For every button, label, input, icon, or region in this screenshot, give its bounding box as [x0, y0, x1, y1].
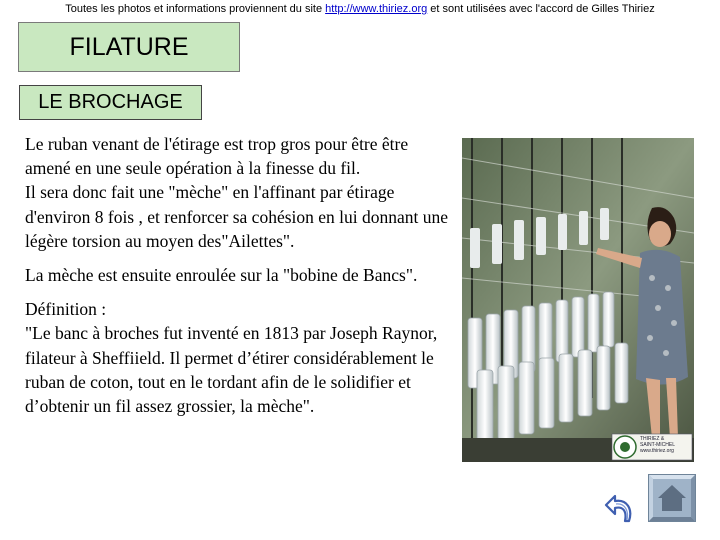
paragraph-intro-line2: Il sera donc fait une "mèche" en l'affinant par étirage d'environ 8 fois , et renforcer sa cohésion en lui donnant une légère torsion au moyen des"Ailettes". — [25, 182, 449, 251]
stamp-line-1: THIRIEZ & — [640, 436, 665, 442]
credit-link[interactable]: http://www.thiriez.org — [325, 3, 428, 15]
stamp-line-2: SAINT-MICHEL — [640, 442, 676, 448]
back-arrow-icon — [603, 493, 637, 525]
page-title: FILATURE — [18, 22, 240, 72]
section-subtitle: LE BROCHAGE — [19, 85, 202, 120]
paragraph-intro-line1: Le ruban venant de l'étirage est trop gros pour être être amené en une seule opération à la finesse du fil. — [25, 134, 409, 179]
credit-text-after: et sont utilisées avec l'accord de Gilles Thiriez — [427, 3, 655, 15]
paragraph-definition — [25, 297, 450, 418]
paragraph-bobine-text: La mèche est ensuite enroulée sur la "bobine de Bancs". — [25, 265, 418, 286]
body-text — [25, 132, 450, 428]
roving-frame-illustration — [462, 138, 694, 462]
stamp-line-3: www.thiriez.org — [640, 448, 674, 454]
definition-text: "Le banc à broches fut inventé en 1813 par Joseph Raynor, filateur à Sheffiield. Il permet d’étirer considérablement le ruban de coton, tout en le tordant afin de le solidifier et d’obtenir un fil assez grossier, la mèche". — [25, 323, 438, 417]
paragraph-bobine — [25, 263, 450, 287]
roving-frame-photo — [462, 138, 694, 462]
home-icon — [648, 474, 696, 522]
paragraph-intro — [25, 132, 450, 253]
photo-credit — [0, 3, 720, 15]
back-button[interactable] — [603, 493, 637, 525]
home-button[interactable] — [648, 474, 696, 522]
credit-text-before: Toutes les photos et informations proviennent du site — [65, 3, 326, 15]
definition-label: Définition : — [25, 299, 107, 320]
photo-stamp-text — [640, 436, 694, 454]
